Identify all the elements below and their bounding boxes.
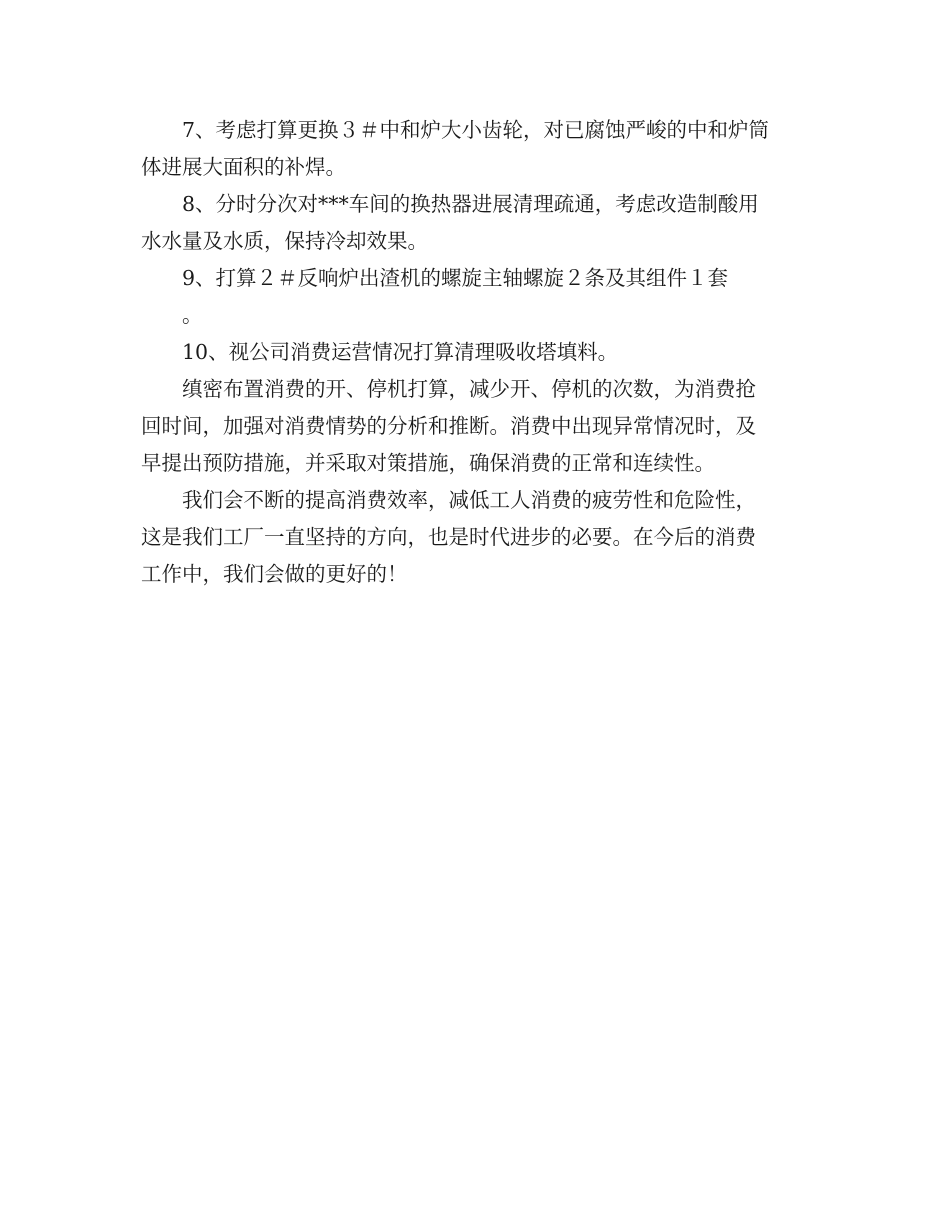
paragraph-line: 体进展大面积的补焊。 xyxy=(141,155,346,179)
paragraph-production-arrangement xyxy=(141,371,813,482)
paragraph-line: 8、分时分次对***车间的换热器进展清理疏通，考虑改造制酸用 xyxy=(182,192,759,216)
paragraph-line: 早提出预防措施，并采取对策措施，确保消费的正常和连续性。 xyxy=(141,451,715,475)
paragraph-item-7 xyxy=(141,112,813,186)
paragraph-item-10 xyxy=(141,334,813,371)
paragraph-line: 缜密布置消费的开、停机打算，减少开、停机的次数，为消费抢 xyxy=(182,377,756,401)
paragraph-line: 我们会不断的提高消费效率，减低工人消费的疲劳性和危险性， xyxy=(182,488,756,512)
paragraph-line: 9、打算２＃反响炉出渣机的螺旋主轴螺旋２条及其组件１套 xyxy=(182,266,729,290)
paragraph-line: 10、视公司消费运营情况打算清理吸收塔填料。 xyxy=(182,340,619,364)
paragraph-line: 7、考虑打算更换３＃中和炉大小齿轮，对已腐蚀严峻的中和炉筒 xyxy=(182,118,770,142)
paragraph-line: 水水量及水质，保持冷却效果。 xyxy=(141,229,428,253)
paragraph-closing xyxy=(141,482,813,593)
document-body xyxy=(141,112,813,593)
paragraph-line: 工作中，我们会做的更好的！ xyxy=(141,562,408,586)
paragraph-item-8 xyxy=(141,186,813,260)
paragraph-line: 回时间，加强对消费情势的分析和推断。消费中出现异常情况时，及 xyxy=(141,414,756,438)
paragraph-line: 。 xyxy=(182,303,203,327)
paragraph-item-9 xyxy=(141,260,813,334)
paragraph-line: 这是我们工厂一直坚持的方向，也是时代进步的必要。在今后的消费 xyxy=(141,525,756,549)
